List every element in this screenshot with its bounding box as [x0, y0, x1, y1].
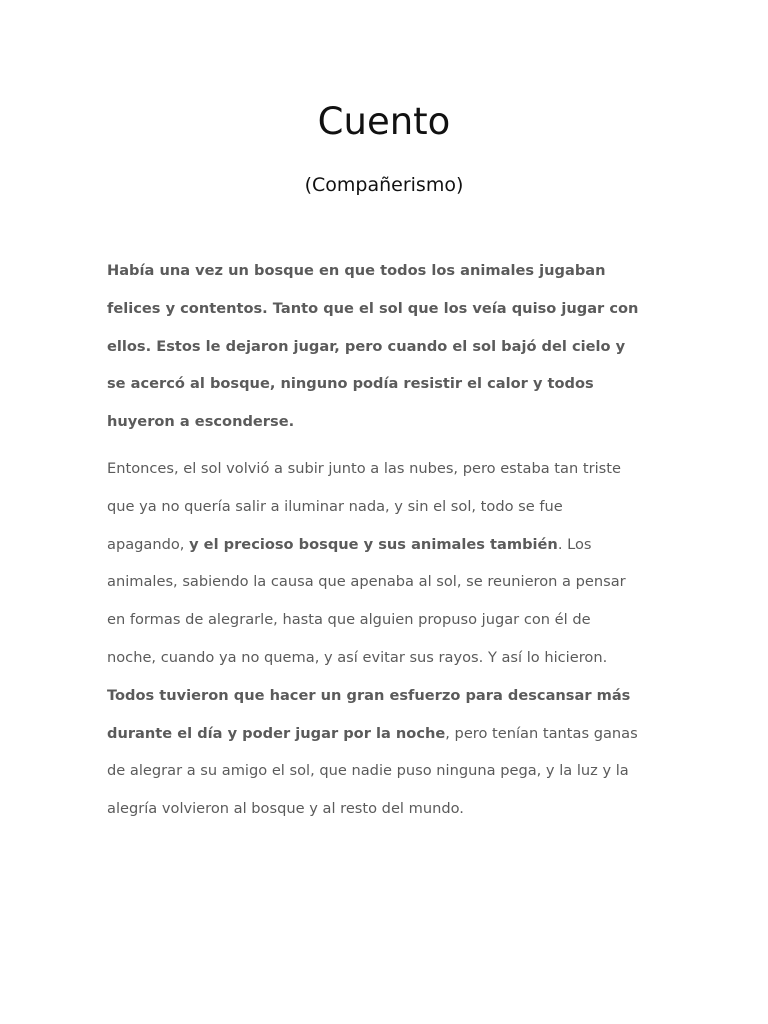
paragraph-2-line: Entonces, el sol volvió a subir junto a las nubes, pero estaba tan triste: [107, 460, 621, 477]
paragraph-1-line: Había una vez un bosque en que todos los animales jugaban: [107, 262, 606, 279]
paragraph-1-line: se acercó al bosque, ninguno podía resistir el calor y todos: [107, 375, 594, 393]
paragraph-2-line: Todos tuvieron que hacer un gran esfuerzo para descansar más: [107, 686, 631, 704]
paragraph-2-line: en formas de alegrarle, hasta que alguien propuso jugar con él de: [107, 611, 591, 629]
paragraph-2-line: [107, 715, 667, 753]
paragraph-2-line: de alegrar a su amigo el sol, que nadie puso ninguna pega, y la luz y la: [107, 762, 629, 780]
text-run: , pero tenían tantas ganas: [445, 724, 638, 742]
bold-text-run: y el precioso bosque y sus animales también: [189, 535, 558, 553]
paragraph-1-line: ellos. Estos le dejaron jugar, pero cuando el sol bajó del cielo y: [107, 337, 626, 355]
paragraph-2-line: que ya no quería salir a iluminar nada, y sin el sol, todo se fue: [107, 497, 563, 515]
paragraph-2: [107, 450, 667, 828]
paragraph-2-line: noche, cuando ya no quema, y así evitar sus rayos. Y así lo hicieron.: [107, 648, 608, 666]
bold-text-run: durante el día y poder jugar por la noche: [107, 724, 446, 742]
page-subtitle: (Compañerismo): [304, 174, 464, 196]
paragraph-1: [107, 252, 667, 441]
paragraph-1-line: huyeron a esconderse.: [107, 413, 295, 431]
page-title: Cuento: [317, 100, 451, 143]
paragraph-2-line: alegría volvieron al bosque y al resto del mundo.: [107, 800, 464, 818]
paragraph-2-line: [107, 526, 667, 564]
text-run: apagando,: [107, 535, 190, 553]
text-run: . Los: [557, 535, 592, 553]
paragraph-1-line: felices y contentos. Tanto que el sol que los veía quiso jugar con: [107, 299, 639, 317]
paragraph-2-line: animales, sabiendo la causa que apenaba al sol, se reunieron a pensar: [107, 573, 626, 591]
